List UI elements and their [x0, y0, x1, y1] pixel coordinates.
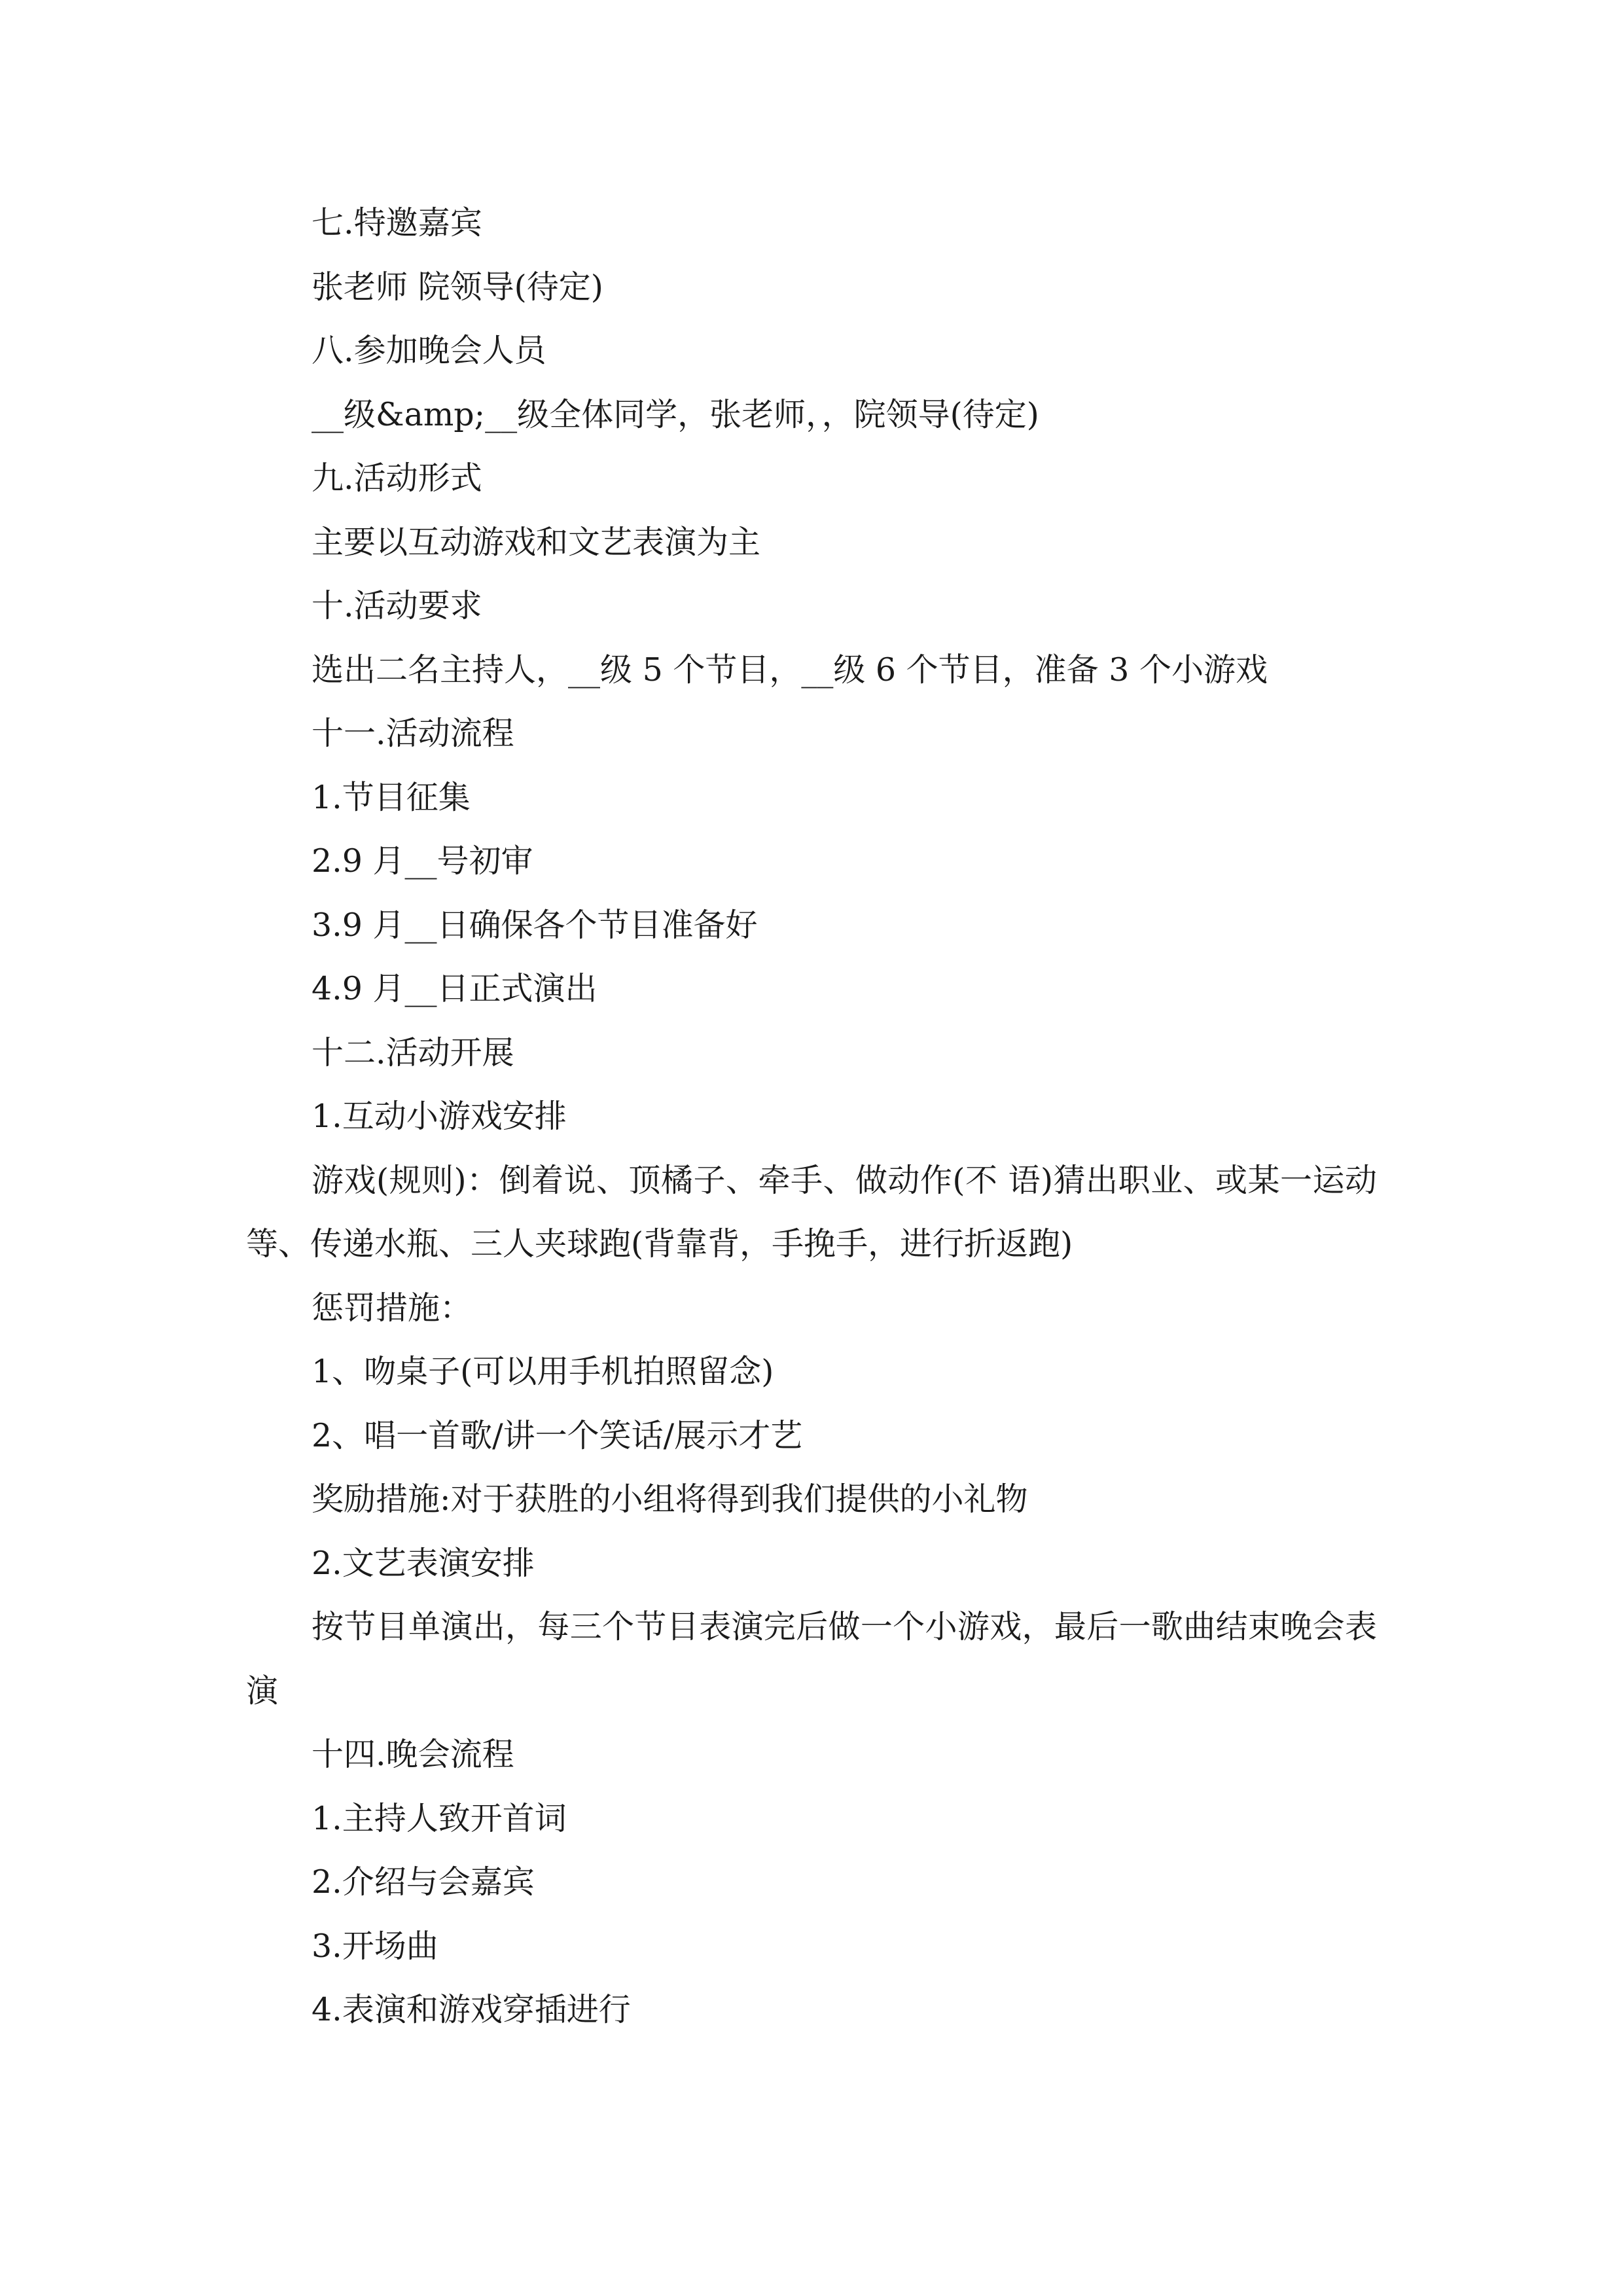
- flow-item-2: 2.介绍与会嘉宾: [312, 1863, 535, 1901]
- section-heading-evening-flow: 十四.晚会流程: [312, 1736, 514, 1773]
- document-body: [246, 191, 1377, 2042]
- process-item-4: 4.9 月__日正式演出: [312, 970, 597, 1007]
- requirements-text: 选出二名主持人，__级 5 个节目，__级 6 个节目，准备 3 个小游戏: [312, 651, 1268, 689]
- section-heading-attendees: 八.参加晚会人员: [312, 332, 546, 369]
- attendees-text: __级&amp;__级全体同学，张老师，，院领导(待定): [312, 395, 1039, 433]
- penalty-item-1: 1、吻桌子(可以用手机拍照留念): [312, 1353, 774, 1390]
- reward-text: 奖励措施:对于获胜的小组将得到我们提供的小礼物: [312, 1480, 1028, 1518]
- games-rules-paragraph: 游戏(规则)：倒着说、顶橘子、牵手、做动作(不 语)猜出职业、或某一运动等、传递水瓶、三人夹球跑(背靠背，手挽手，进行折返跑): [246, 1161, 1377, 1263]
- section-heading-format: 九.活动形式: [312, 459, 482, 497]
- section-heading-guests: 七.特邀嘉宾: [312, 204, 482, 242]
- flow-item-3: 3.开场曲: [312, 1927, 438, 1965]
- section-heading-requirements: 十.活动要求: [312, 587, 482, 624]
- section-heading-process: 十一.活动流程: [312, 715, 514, 752]
- games-heading: 1.互动小游戏安排: [312, 1098, 567, 1135]
- format-text: 主要以互动游戏和文艺表演为主: [312, 523, 761, 561]
- penalty-item-2: 2、唱一首歌/讲一个笑话/展示才艺: [312, 1416, 803, 1454]
- process-item-1: 1.节目征集: [312, 778, 471, 816]
- guests-text: 张老师 院领导(待定): [312, 268, 603, 306]
- flow-item-4: 4.表演和游戏穿插进行: [312, 1991, 631, 2028]
- process-item-2: 2.9 月__号初审: [312, 842, 533, 880]
- penalty-heading: 惩罚措施：: [312, 1289, 473, 1327]
- section-heading-activities: 十二.活动开展: [312, 1033, 514, 1071]
- flow-item-1: 1.主持人致开首词: [312, 1799, 567, 1837]
- performance-heading: 2.文艺表演安排: [312, 1544, 535, 1582]
- performance-paragraph: 按节目单演出，每三个节目表演完后做一个小游戏，最后一歌曲结束晚会表演: [246, 1608, 1377, 1710]
- process-item-3: 3.9 月__日确保各个节目准备好: [312, 906, 758, 944]
